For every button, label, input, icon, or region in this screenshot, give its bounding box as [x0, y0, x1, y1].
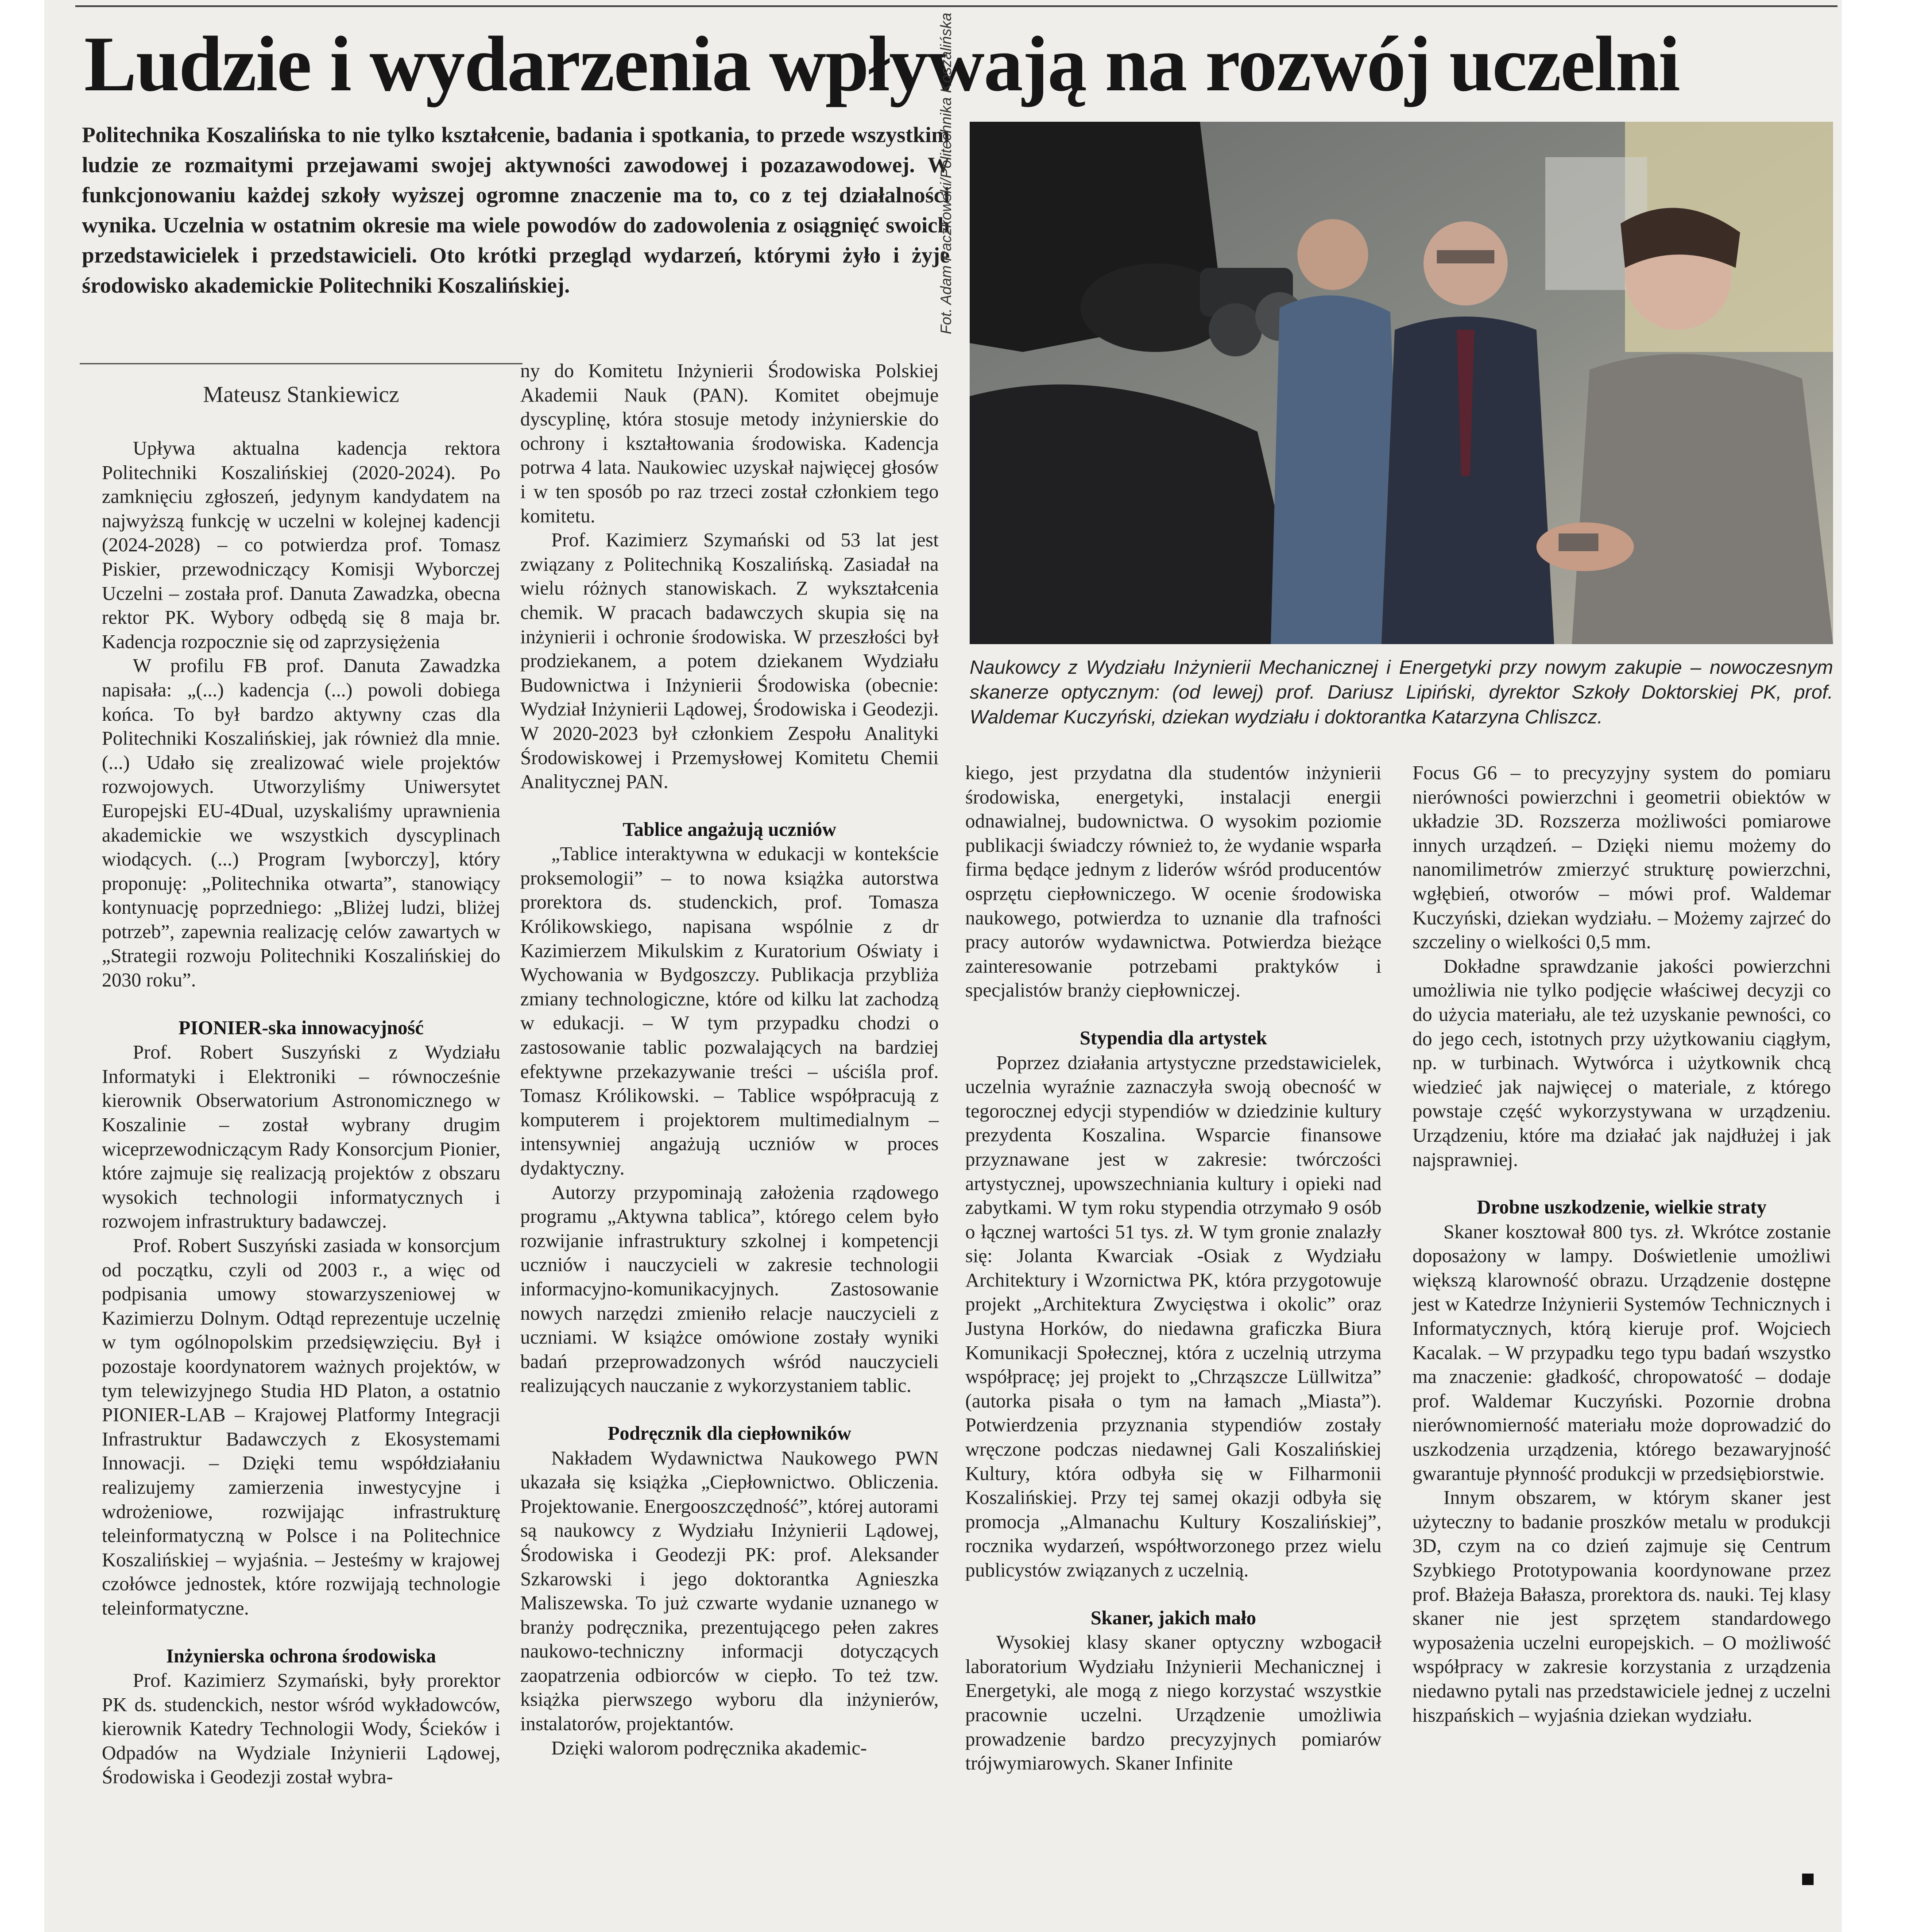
photo-illustration	[970, 122, 1833, 644]
article-lead: Politechnika Koszalińska to nie tylko kształcenie, badania i spotkania, to przede wszystkim ludzie ze rozmaitymi przejawami swojej aktywności zawodowej i pozazawodowej. W funkcjonowaniu każdej szkoły wyższej ogromne znaczenie ma to, co z tej działalności wynika. Uczelnia w ostatnim okresie ma wiele powodów do zadowolenia z osiągnięć swoich przedstawicielek i przedstawicieli. Oto krótki przegląd wydarzeń, którymi żyło i żyje środowisko akademickie Politechniki Koszalińskiej.	[82, 122, 950, 298]
paragraph: ny do Komitetu Inżynierii Środowiska Polskiej Akademii Nauk (PAN). Komitet obejmuje dyscyplinę, która stosuje metody inżynierskie do ochrony i kształtowania środowiska. Kadencja potrwa 4 lata. Naukowiec uzyskał najwięcej głosów i w ten sposób po raz trzeci został członkiem tego komitetu.	[520, 359, 939, 527]
article-column-1	[102, 436, 500, 1789]
paragraph: Upływa aktualna kadencja rektora Politechniki Koszalińskiej (2020-2024). Po zamknięciu zgłoszeń, jedynym kandydatem na najwyższą funkcję w uczelni w kolejnej kadencji (2024-2028) – co potwierdza prof. Tomasz Piskier, przewodniczący Komisji Wyborczej Uczelni – została prof. Danuta Zawadzka, obecna rektor PK. Wybory odbędą się 8 maja br. Kadencja rozpocznie się od zaprzysiężenia	[102, 437, 500, 653]
end-of-article-mark	[1802, 1874, 1814, 1885]
article-photo	[970, 122, 1833, 644]
section-heading: Podręcznik dla ciepłowników	[607, 1422, 851, 1444]
section-heading: PIONIER-ska innowacyjność	[178, 1016, 424, 1039]
paragraph: kiego, jest przydatna dla studentów inżynierii środowiska, energetyki, instalacji energii odnawialnej, budownictwa. O wysokim poziomie publikacji świadczy również to, że wydanie wsparła firma będące jednym z liderów wśród producentów osprzętu ciepłowniczego. W ocenie środowiska naukowego, potwierdza to uznanie dla trafności pracy autorów wydawnictwa. Potwierdza bieżące zainteresowanie potrzebami praktyków i specjalistów branży ciepłowniczej.	[965, 761, 1381, 1001]
article-column-2	[520, 359, 939, 1760]
paragraph: Nakładem Wydawnictwa Naukowego PWN ukazała się książka „Ciepłownictwo. Obliczenia. Projektowanie. Energooszczędność”, której autorami są naukowcy z Wydziału Inżynierii Lądowej, Środowiska i Geodezji PK: prof. Aleksander Szkarowski i jego doktorantka Agnieszka Maliszewska. To już czwarte wydanie uznanego w branży podręcznika, prezentującego pełen zakres naukowo-techniczny informacji dotyczących zaopatrzenia odbiorców w ciepło. To też tzw. książka pierwszego wyboru dla inżynierów, instalatorów, projektantów.	[520, 1446, 939, 1735]
section-heading: Tablice angażują uczniów	[623, 818, 836, 840]
article-column-3	[965, 761, 1381, 1775]
top-rule	[75, 5, 1838, 7]
paragraph: Prof. Robert Suszyński zasiada w konsorcjum od początku, czyli od 2003 r., a więc od podpisania umowy stowarzyszeniowej w Kazimierzu Dolnym. Odtąd reprezentuje uczelnię w tym ogólnopolskim przedsięwzięciu. Był i pozostaje koordynatorem ważnych projektów, w tym telewizyjnego Studia HD Platon, a ostatnio PIONIER-LAB – Krajowej Platformy Integracji Infrastruktur Badawczych z Ekosystemami Innowacji. – Dzięki temu współdziałaniu realizujemy zamierzenia inwestycyjne i wdrożeniowe, rozwijając infrastrukturę teleinformatyczną w Polsce i na Politechnice Koszalińskiej – wyjaśnia. – Jesteśmy w krajowej czołówce jednostek, które rozwijają technologie teleinformatyczne.	[102, 1234, 500, 1619]
paragraph: Poprzez działania artystyczne przedstawicielek, uczelnia wyraźnie zaznaczyła swoją obecność w tegorocznej edycji stypendiów w dziedzinie kultury prezydenta Koszalina. Wsparcie finansowe przyznawane jest w zakresie: twórczości artystycznej, upowszechniania kultury i opieki nad zabytkami. W tym roku stypendia otrzymało 9 osób o łącznej wartości 51 tys. zł. W tym gronie znalazły się: Jolanta Kwarciak -Osiak z Wydziału Architektury i Wzornictwa PK, która przygotowuje projekt „Architektura Zwycięstwa i okolic” oraz Justyna Horków, do niedawna graficzka Biura Komunikacji Społecznej, która z uczelnią utrzyma współpracę; jej projekt to „Chrząszcze Lüllwitza” (autorka pisała o tym na łamach „Miasta”). Potwierdzenia przyznania stypendiów zostały wręczone podczas niedawnej Gali Koszalińskiej Kultury, która odbyła się w Filharmonii Koszalińskiej. Przy tej samej okazji odbyła się promocja „Almanachu Kultury Koszalińskiej”, rocznika wydarzeń, współtworzonego przez wielu publicystów związanych z uczelnią.	[965, 1051, 1381, 1581]
paragraph: Dokładne sprawdzanie jakości powierzchni umożliwia nie tylko podjęcie właściwej decyzji co do użycia materiału, ale też uzyskanie pewności, co do jego cech, istotnych przy użytkowaniu ciągłym, np. w turbinach. Wytwórca i użytkownik chcą wiedzieć jak najwięcej o materiale, z którego powstaje część wykorzystywana w urządzeniu. Urządzeniu, które ma działać jak najdłużej i jak najsprawniej.	[1412, 954, 1831, 1171]
paragraph: Dzięki walorom podręcznika akademic-	[551, 1736, 867, 1759]
photo-credit: Fot. Adam Paczkowski/Politechnika Koszalińska	[938, 12, 955, 334]
section-heading: Drobne uszkodzenie, wielkie straty	[1477, 1196, 1767, 1218]
author-rule	[80, 363, 522, 364]
paragraph: Focus G6 – to precyzyjny system do pomiaru nierówności powierzchni i geometrii obiektów w układzie 3D. Rozszerza możliwości pomiarowe innych urządzeń. – Dzięki niemu możemy do nanomilimetrów zmierzyć strukturę powierzchni, wgłębień, otworów – mówi prof. Waldemar Kuczyński, dziekan wydziału. – Możemy zajrzeć do szczeliny o wielkości 0,5 mm.	[1412, 761, 1831, 953]
article-column-4	[1412, 761, 1831, 1727]
section-heading: Skaner, jakich mało	[1091, 1607, 1256, 1629]
paragraph: Prof. Kazimierz Szymański, były prorektor PK ds. studenckich, nestor wśród wykładowców, kierownik Katedry Technologii Wody, Ścieków i Odpadów na Wydziale Inżynierii Lądowej, Środowiska i Geodezji został wybra-	[102, 1669, 500, 1788]
section-heading: Inżynierska ochrona środowiska	[166, 1645, 436, 1667]
paragraph: W profilu FB prof. Danuta Zawadzka napisała: „(...) kadencja (...) powoli dobiega końca. To był bardzo aktywny czas dla Politechniki Koszalińskiej, jak również dla mnie. (...) Udało się zrealizować wiele projektów rozwojowych. Utworzyliśmy Uniwersytet Europejski EU-4Dual, uzyskaliśmy uprawnienia akademickie we wszystkich dyscyplinach wiodących. (...) Program [wyborczy], który proponuję: „Politechnika otwarta”, stanowiący kontynuację poprzedniego: „Bliżej ludzi, bliżej potrzeb”, zapewnia realizację celów zawartych w „Strategii rozwoju Politechniki Koszalińskiej do 2030 roku”.	[102, 654, 500, 991]
paragraph: „Tablice interaktywna w edukacji w kontekście proksemologii” – to nowa książka autorstwa prorektora ds. studenckich, prof. Tomasza Królikowskiego, napisana wspólnie z dr Kazimierzem Mikulskim z Kuratorium Oświaty i Wychowania w Bydgoszczy. Publikacja przybliża zmiany technologiczne, które od kilku lat zachodzą w edukacji. – W tym przypadku chodzi o zastosowanie tablic pozwalających na bardziej efektywne przekazywanie treści – uściśla prof. Tomasz Królikowski. – Tablice współpracują z komputerem i projektorem multimedialnym – intensywniej angażują uczniów w proces dydaktyczny.	[520, 842, 939, 1179]
paragraph: Prof. Robert Suszyński z Wydziału Informatyki i Elektroniki – równocześnie kierownik Obserwatorium Astronomicznego w Koszalinie – został wybrany drugim wiceprzewodniczącym Rady Konsorcjum Pionier, które zajmuje się realizacją projektów z obszaru wysokich technologii informatycznych i rozwojem infrastruktury badawczej.	[102, 1041, 500, 1233]
paragraph: Autorzy przypominają założenia rządowego programu „Aktywna tablica”, którego celem było rozwijanie infrastruktury szkolnej i kompetencji uczniów i nauczycieli w zakresie technologii informacyjno-komunikacyjnych. Zastosowanie nowych narzędzi zmieniło relacje nauczycieli z uczniami. W książce omówione zostały wyniki badań przeprowadzonych wśród nauczycieli realizujących nauczanie z wykorzystaniem tablic.	[520, 1181, 939, 1397]
photo-caption: Naukowcy z Wydziału Inżynierii Mechanicznej i Energetyki przy nowym zakupie – nowoczesnym skanerze optycznym: (od lewej) prof. Dariusz Lipiński, dyrektor Szkoły Doktorskiej PK, prof. Waldemar Kuczyński, dziekan wydziału i doktorantka Katarzyna Chliszcz.	[970, 657, 1833, 728]
paragraph: Wysokiej klasy skaner optyczny wzbogacił laboratorium Wydziału Inżynierii Mechanicznej i Energetyki, ale mogą z niego korzystać wszystkie pracownie uczelni. Urządzenie umożliwia prowadzenie bardzo precyzyjnych pomiarów trójwymiarowych. Skaner Infinite	[965, 1631, 1381, 1774]
article-headline: Ludzie i wydarzenia wpływają na rozwój uczelni	[84, 20, 1679, 108]
paragraph: Innym obszarem, w którym skaner jest użyteczny to badanie proszków metalu w produkcji 3D, czym na co dzień zajmuje się Centrum Szybkiego Prototypowania koordynowane przez prof. Błażeja Bałasza, prorektora ds. nauki. Tej klasy skaner nie jest sprzętem standardowego wyposażenia uczelni europejskich. – O możliwość współpracy w zakresie korzystania z urządzenia niedawno pytali nas przedstawiciele jednej z uczelni hiszpańskich – wyjaśnia dziekan wydziału.	[1412, 1486, 1831, 1726]
article-author: Mateusz Stankiewicz	[203, 382, 399, 407]
paragraph: Prof. Kazimierz Szymański od 53 lat jest związany z Politechniką Koszalińską. Zasiadał na wielu różnych stanowiskach. Z wykształcenia chemik. W pracach badawczych skupia się na inżynierii i ochronie środowiska. W przeszłości był prodziekanem, a potem dziekanem Wydziału Budownictwa i Inżynierii Środowiska (obecnie: Wydział Inżynierii Lądowej, Środowiska i Geodezji. W 2020-2023 był członkiem Zespołu Analityki Środowiskowej i Przemysłowej Komitetu Chemii Analitycznej PAN.	[520, 529, 939, 793]
section-heading: Stypendia dla artystek	[1079, 1027, 1267, 1049]
paragraph: Skaner kosztował 800 tys. zł. Wkrótce zostanie doposażony w lampy. Doświetlenie umożliwi większą klarowność obrazu. Urządzenie dostępne jest w Katedrze Inżynierii Systemów Technicznych i Informatycznych, którą kieruje prof. Wojciech Kacalak. – W przypadku tego typu badań wszystko ma znaczenie: gładkość, chropowatość – dodaje prof. Waldemar Kuczyński. Pozornie drobna nierównomierność materiału może doprowadzić do uszkodzenia urządzenia, którego bezawaryjność gwarantuje płynność produkcji w przedsiębiorstwie.	[1412, 1220, 1831, 1484]
